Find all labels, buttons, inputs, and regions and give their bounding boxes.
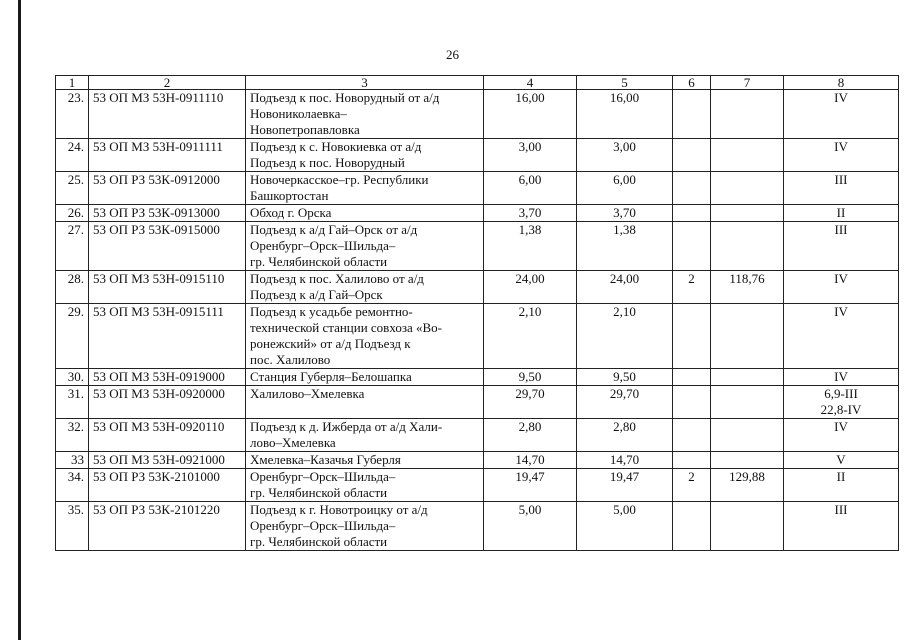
road-name-cell bbox=[246, 452, 484, 469]
category-cell bbox=[784, 369, 899, 386]
length-value-cell: 24,00 bbox=[577, 271, 673, 304]
row-number-cell: 25. bbox=[56, 172, 89, 205]
road-name-line: Подъезд к а/д Гай–Орск bbox=[250, 287, 383, 302]
category-line: IV bbox=[834, 369, 848, 384]
category-cell bbox=[784, 205, 899, 222]
road-name-line: ронежский» от а/д Подъезд к bbox=[250, 336, 411, 351]
length-value-cell: 19,47 bbox=[577, 469, 673, 502]
table-row bbox=[56, 419, 899, 452]
road-name-line: Новопетропавловка bbox=[250, 122, 360, 137]
column-7-cell bbox=[711, 386, 784, 419]
length-total-cell: 6,00 bbox=[484, 172, 577, 205]
column-6-cell bbox=[673, 386, 711, 419]
row-number-cell: 31. bbox=[56, 386, 89, 419]
roads-table bbox=[55, 75, 899, 551]
column-7-cell bbox=[711, 205, 784, 222]
column-6-cell bbox=[673, 419, 711, 452]
category-line: II bbox=[836, 205, 846, 220]
row-number-cell: 32. bbox=[56, 419, 89, 452]
category-cell bbox=[784, 502, 899, 551]
table-row bbox=[56, 304, 899, 369]
length-value-cell: 2,10 bbox=[577, 304, 673, 369]
category-line: IV bbox=[834, 90, 848, 105]
column-6-cell bbox=[673, 502, 711, 551]
length-total-cell: 2,10 bbox=[484, 304, 577, 369]
category-cell bbox=[784, 172, 899, 205]
road-code-cell: 53 ОП РЗ 53К-2101000 bbox=[89, 469, 246, 502]
category-line: V bbox=[836, 452, 846, 467]
road-name-cell bbox=[246, 369, 484, 386]
table-row bbox=[56, 369, 899, 386]
column-7-cell bbox=[711, 304, 784, 369]
length-total-cell: 14,70 bbox=[484, 452, 577, 469]
table-row bbox=[56, 205, 899, 222]
row-number-cell: 29. bbox=[56, 304, 89, 369]
length-value-cell: 16,00 bbox=[577, 90, 673, 139]
length-value-cell: 29,70 bbox=[577, 386, 673, 419]
category-cell bbox=[784, 469, 899, 502]
length-total-cell: 9,50 bbox=[484, 369, 577, 386]
length-total-cell: 3,70 bbox=[484, 205, 577, 222]
row-number-cell: 27. bbox=[56, 222, 89, 271]
column-7-cell bbox=[711, 369, 784, 386]
category-line: IV bbox=[834, 304, 848, 319]
column-7-cell: 118,76 bbox=[711, 271, 784, 304]
column-7-cell bbox=[711, 172, 784, 205]
road-name-cell bbox=[246, 304, 484, 369]
road-name-line: Новониколаевка– bbox=[250, 106, 347, 121]
column-7-cell bbox=[711, 419, 784, 452]
road-name-line: Оренбург–Орск–Шильда– bbox=[250, 469, 396, 484]
category-line: III bbox=[834, 172, 848, 187]
col-header-5: 5 bbox=[577, 76, 673, 90]
column-6-cell bbox=[673, 304, 711, 369]
road-code-cell: 53 ОП МЗ 53Н-0921000 bbox=[89, 452, 246, 469]
road-name-line: Подъезд к с. Новокиевка от а/д bbox=[250, 139, 422, 154]
road-name-line: Оренбург–Орск–Шильда– bbox=[250, 518, 396, 533]
scan-left-edge bbox=[18, 0, 21, 640]
category-line: III bbox=[834, 222, 848, 237]
column-7-cell bbox=[711, 139, 784, 172]
column-7-cell: 129,88 bbox=[711, 469, 784, 502]
road-code-cell: 53 ОП МЗ 53Н-0920000 bbox=[89, 386, 246, 419]
road-name-line: Хмелевка–Казачья Губерля bbox=[250, 452, 401, 467]
road-name-line: Обход г. Орска bbox=[250, 205, 332, 220]
road-code-cell: 53 ОП МЗ 53Н-0919000 bbox=[89, 369, 246, 386]
length-value-cell: 9,50 bbox=[577, 369, 673, 386]
road-name-line: Подъезд к пос. Новорудный bbox=[250, 155, 405, 170]
col-header-4: 4 bbox=[484, 76, 577, 90]
length-total-cell: 2,80 bbox=[484, 419, 577, 452]
category-cell bbox=[784, 139, 899, 172]
table-row bbox=[56, 469, 899, 502]
column-7-cell bbox=[711, 452, 784, 469]
length-total-cell: 5,00 bbox=[484, 502, 577, 551]
road-code-cell: 53 ОП МЗ 53Н-0911110 bbox=[89, 90, 246, 139]
category-line: 22,8-IV bbox=[820, 402, 862, 417]
road-name-line: Станция Губерля–Белошапка bbox=[250, 369, 412, 384]
table-row bbox=[56, 502, 899, 551]
row-number-cell: 28. bbox=[56, 271, 89, 304]
row-number-cell: 24. bbox=[56, 139, 89, 172]
category-line: III bbox=[834, 502, 848, 517]
road-name-line: гр. Челябинской области bbox=[250, 534, 388, 549]
row-number-cell: 26. bbox=[56, 205, 89, 222]
length-total-cell: 1,38 bbox=[484, 222, 577, 271]
column-7-cell bbox=[711, 222, 784, 271]
category-cell bbox=[784, 222, 899, 271]
road-code-cell: 53 ОП РЗ 53К-0912000 bbox=[89, 172, 246, 205]
row-number-cell: 23. bbox=[56, 90, 89, 139]
column-number-row bbox=[56, 76, 899, 90]
category-cell bbox=[784, 90, 899, 139]
table-row bbox=[56, 172, 899, 205]
road-name-line: технической станции совхоза «Во- bbox=[250, 320, 442, 335]
road-name-line: пос. Халилово bbox=[250, 352, 331, 367]
col-header-1: 1 bbox=[56, 76, 89, 90]
row-number-cell: 34. bbox=[56, 469, 89, 502]
road-name-line: Подъезд к усадьбе ремонтно- bbox=[250, 304, 413, 319]
road-name-cell bbox=[246, 172, 484, 205]
category-line: IV bbox=[834, 271, 848, 286]
road-name-cell bbox=[246, 271, 484, 304]
road-code-cell: 53 ОП МЗ 53Н-0911111 bbox=[89, 139, 246, 172]
road-code-cell: 53 ОП РЗ 53К-0915000 bbox=[89, 222, 246, 271]
column-6-cell bbox=[673, 139, 711, 172]
row-number-cell: 33 bbox=[56, 452, 89, 469]
length-value-cell: 6,00 bbox=[577, 172, 673, 205]
length-total-cell: 29,70 bbox=[484, 386, 577, 419]
length-total-cell: 24,00 bbox=[484, 271, 577, 304]
road-name-cell bbox=[246, 90, 484, 139]
category-line: IV bbox=[834, 139, 848, 154]
column-6-cell: 2 bbox=[673, 469, 711, 502]
road-code-cell: 53 ОП МЗ 53Н-0915111 bbox=[89, 304, 246, 369]
road-code-cell: 53 ОП РЗ 53К-0913000 bbox=[89, 205, 246, 222]
road-name-line: лово–Хмелевка bbox=[250, 435, 336, 450]
category-cell bbox=[784, 386, 899, 419]
category-cell bbox=[784, 419, 899, 452]
road-name-cell bbox=[246, 222, 484, 271]
road-name-line: гр. Челябинской области bbox=[250, 254, 388, 269]
table-row bbox=[56, 222, 899, 271]
table-row bbox=[56, 386, 899, 419]
road-name-line: Подъезд к а/д Гай–Орск от а/д bbox=[250, 222, 418, 237]
category-cell bbox=[784, 304, 899, 369]
length-value-cell: 14,70 bbox=[577, 452, 673, 469]
length-value-cell: 1,38 bbox=[577, 222, 673, 271]
road-name-cell bbox=[246, 502, 484, 551]
column-6-cell bbox=[673, 452, 711, 469]
row-number-cell: 30. bbox=[56, 369, 89, 386]
table-row bbox=[56, 139, 899, 172]
table-row bbox=[56, 452, 899, 469]
road-name-cell bbox=[246, 386, 484, 419]
category-line: 6,9-III bbox=[824, 386, 858, 401]
road-name-cell bbox=[246, 469, 484, 502]
length-value-cell: 2,80 bbox=[577, 419, 673, 452]
road-name-line: Подъезд к пос. Новорудный от а/д bbox=[250, 90, 440, 105]
column-6-cell bbox=[673, 205, 711, 222]
column-6-cell: 2 bbox=[673, 271, 711, 304]
road-name-cell bbox=[246, 205, 484, 222]
road-name-line: гр. Челябинской области bbox=[250, 485, 388, 500]
road-name-cell bbox=[246, 139, 484, 172]
road-name-cell bbox=[246, 419, 484, 452]
page-number: 26 bbox=[446, 47, 459, 62]
road-code-cell: 53 ОП МЗ 53Н-0920110 bbox=[89, 419, 246, 452]
column-6-cell bbox=[673, 90, 711, 139]
road-name-line: Башкортостан bbox=[250, 188, 329, 203]
length-total-cell: 19,47 bbox=[484, 469, 577, 502]
col-header-7: 7 bbox=[711, 76, 784, 90]
col-header-6: 6 bbox=[673, 76, 711, 90]
road-name-line: Оренбург–Орск–Шильда– bbox=[250, 238, 396, 253]
col-header-8: 8 bbox=[784, 76, 899, 90]
col-header-3: 3 bbox=[246, 76, 484, 90]
length-value-cell: 5,00 bbox=[577, 502, 673, 551]
length-value-cell: 3,70 bbox=[577, 205, 673, 222]
road-name-line: Халилово–Хмелевка bbox=[250, 386, 365, 401]
road-name-line: Подъезд к д. Ижберда от а/д Хали- bbox=[250, 419, 443, 434]
table-row bbox=[56, 271, 899, 304]
length-total-cell: 16,00 bbox=[484, 90, 577, 139]
col-header-2: 2 bbox=[89, 76, 246, 90]
column-6-cell bbox=[673, 222, 711, 271]
road-name-line: Новочеркасское–гр. Республики bbox=[250, 172, 429, 187]
category-line: II bbox=[836, 469, 846, 484]
category-cell bbox=[784, 452, 899, 469]
road-code-cell: 53 ОП РЗ 53К-2101220 bbox=[89, 502, 246, 551]
category-line: IV bbox=[834, 419, 848, 434]
column-7-cell bbox=[711, 502, 784, 551]
column-6-cell bbox=[673, 369, 711, 386]
road-name-line: Подъезд к пос. Халилово от а/д bbox=[250, 271, 424, 286]
length-value-cell: 3,00 bbox=[577, 139, 673, 172]
row-number-cell: 35. bbox=[56, 502, 89, 551]
road-name-line: Подъезд к г. Новотроицку от а/д bbox=[250, 502, 428, 517]
length-total-cell: 3,00 bbox=[484, 139, 577, 172]
road-code-cell: 53 ОП МЗ 53Н-0915110 bbox=[89, 271, 246, 304]
column-6-cell bbox=[673, 172, 711, 205]
category-cell bbox=[784, 271, 899, 304]
table-row bbox=[56, 90, 899, 139]
column-7-cell bbox=[711, 90, 784, 139]
